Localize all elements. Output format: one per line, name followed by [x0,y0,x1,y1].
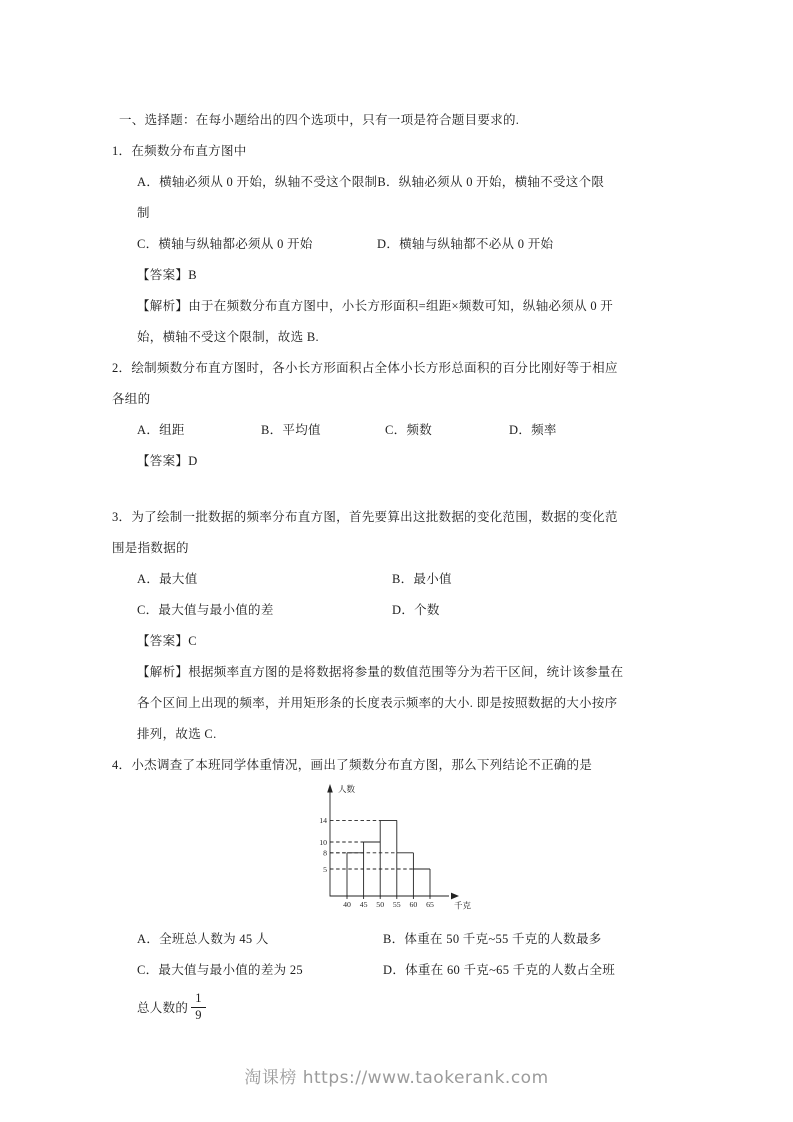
svg-text:5: 5 [323,864,327,874]
q2-option-b: B．平均值 [261,423,321,437]
q3-analysis-2: 各个区间上出现的频率，并用矩形条的长度表示频率的大小. 即是按照数据的大小按序 [137,696,618,710]
q3-stem-1: 3．为了绘制一批数据的频率分布直方图，首先要算出这批数据的变化范围，数据的变化范 [112,510,618,524]
svg-text:55: 55 [392,900,401,909]
q1-option-c: C．横轴与纵轴都必须从 0 开始 [137,237,313,251]
svg-text:40: 40 [343,900,351,909]
svg-text:14: 14 [319,816,327,826]
q4-options-row-2 [112,955,760,986]
q4-option-d-wrap [112,986,760,1028]
q3-option-a: A．最大值 [137,572,198,586]
q3-analysis-3: 排列，故选 C. [137,727,217,741]
q2-stem-2: 各组的 [112,392,151,406]
svg-text:65: 65 [426,900,434,909]
q1-stem: 1．在频数分布直方图中 [112,144,247,158]
section-title: 一、选择题：在每小题给出的四个选项中，只有一项是符合题目要求的. [119,113,520,127]
frequency-histogram [298,781,522,913]
q4-stem: 4．小杰调查了本班同学体重情况，画出了频数分布直方图，那么下列结论不正确的是 [112,758,593,772]
x-axis-label: 千克 [454,900,472,911]
q4-option-c: C．最大值与最小值的差为 25 [137,963,303,977]
q1-answer: 【答案】B [137,268,197,282]
svg-text:10: 10 [319,837,327,847]
q4-option-b: B．体重在 50 千克~55 千克的人数最多 [383,932,602,946]
svg-text:8: 8 [323,848,327,858]
q1-analysis-2: 始，横轴不受这个限制，故选 B. [137,330,319,344]
document-content [112,105,760,1028]
svg-text:60: 60 [409,900,418,909]
q4-option-d: D．体重在 60 千克~65 千克的人数占全班 [383,963,616,977]
histogram-bars [319,816,434,909]
q1-option-a: A．横轴必须从 0 开始，纵轴不受这个限制 [137,175,378,189]
svg-text:45: 45 [359,900,368,909]
q3-analysis-1: 【解析】根据频率直方图的是将数据将参量的数值范围等分为若干区间，统计该参量在 [137,665,624,679]
y-axis-label: 人数 [338,784,356,794]
q2-options-row [112,415,760,446]
q1-option-b-wrap: 制 [137,206,150,220]
q3-stem-2: 围是指数据的 [112,541,189,555]
svg-text:50: 50 [376,900,385,909]
q3-option-d: D．个数 [392,603,440,617]
q1-option-b: B．纵轴必须从 0 开始，横轴不受这个限 [377,175,605,189]
q3-options-row-2 [112,595,760,626]
fraction-numerator: 1 [191,992,206,1007]
y-axis-arrow-icon [327,784,333,793]
fraction-denominator: 9 [195,1007,202,1022]
q1-options-row-2 [112,229,760,260]
q3-option-c: C．最大值与最小值的差 [137,603,274,617]
q2-stem-1: 2．绘制频数分布直方图时，各小长方形面积占全体小长方形总面积的百分比刚好等于相应 [112,361,618,375]
q1-option-d: D．横轴与纵轴都不必从 0 开始 [377,237,554,251]
q2-option-c: C．频数 [385,423,433,437]
q2-answer: 【答案】D [137,454,198,468]
q4-option-d-wrap-text: 总人数的 [137,1001,189,1015]
q4-options-row-1 [112,924,760,955]
x-axis-arrow-icon [451,893,459,900]
q3-options-row-1 [112,564,760,595]
q1-analysis-1: 【解析】由于在频数分布直方图中，小长方形面积=组距×频数可知，纵轴必须从 0 开 [137,299,614,313]
q1-options-row-1 [112,167,760,198]
footer-watermark: 淘课榜 https://www.taokerank.com [244,1068,549,1088]
q2-option-d: D．频率 [509,423,557,437]
q4-option-a: A．全班总人数为 45 人 [137,932,269,946]
q3-answer: 【答案】C [137,634,197,648]
fraction-one-ninth [191,992,206,1021]
q3-option-b: B．最小值 [392,572,452,586]
q2-option-a: A．组距 [137,423,185,437]
